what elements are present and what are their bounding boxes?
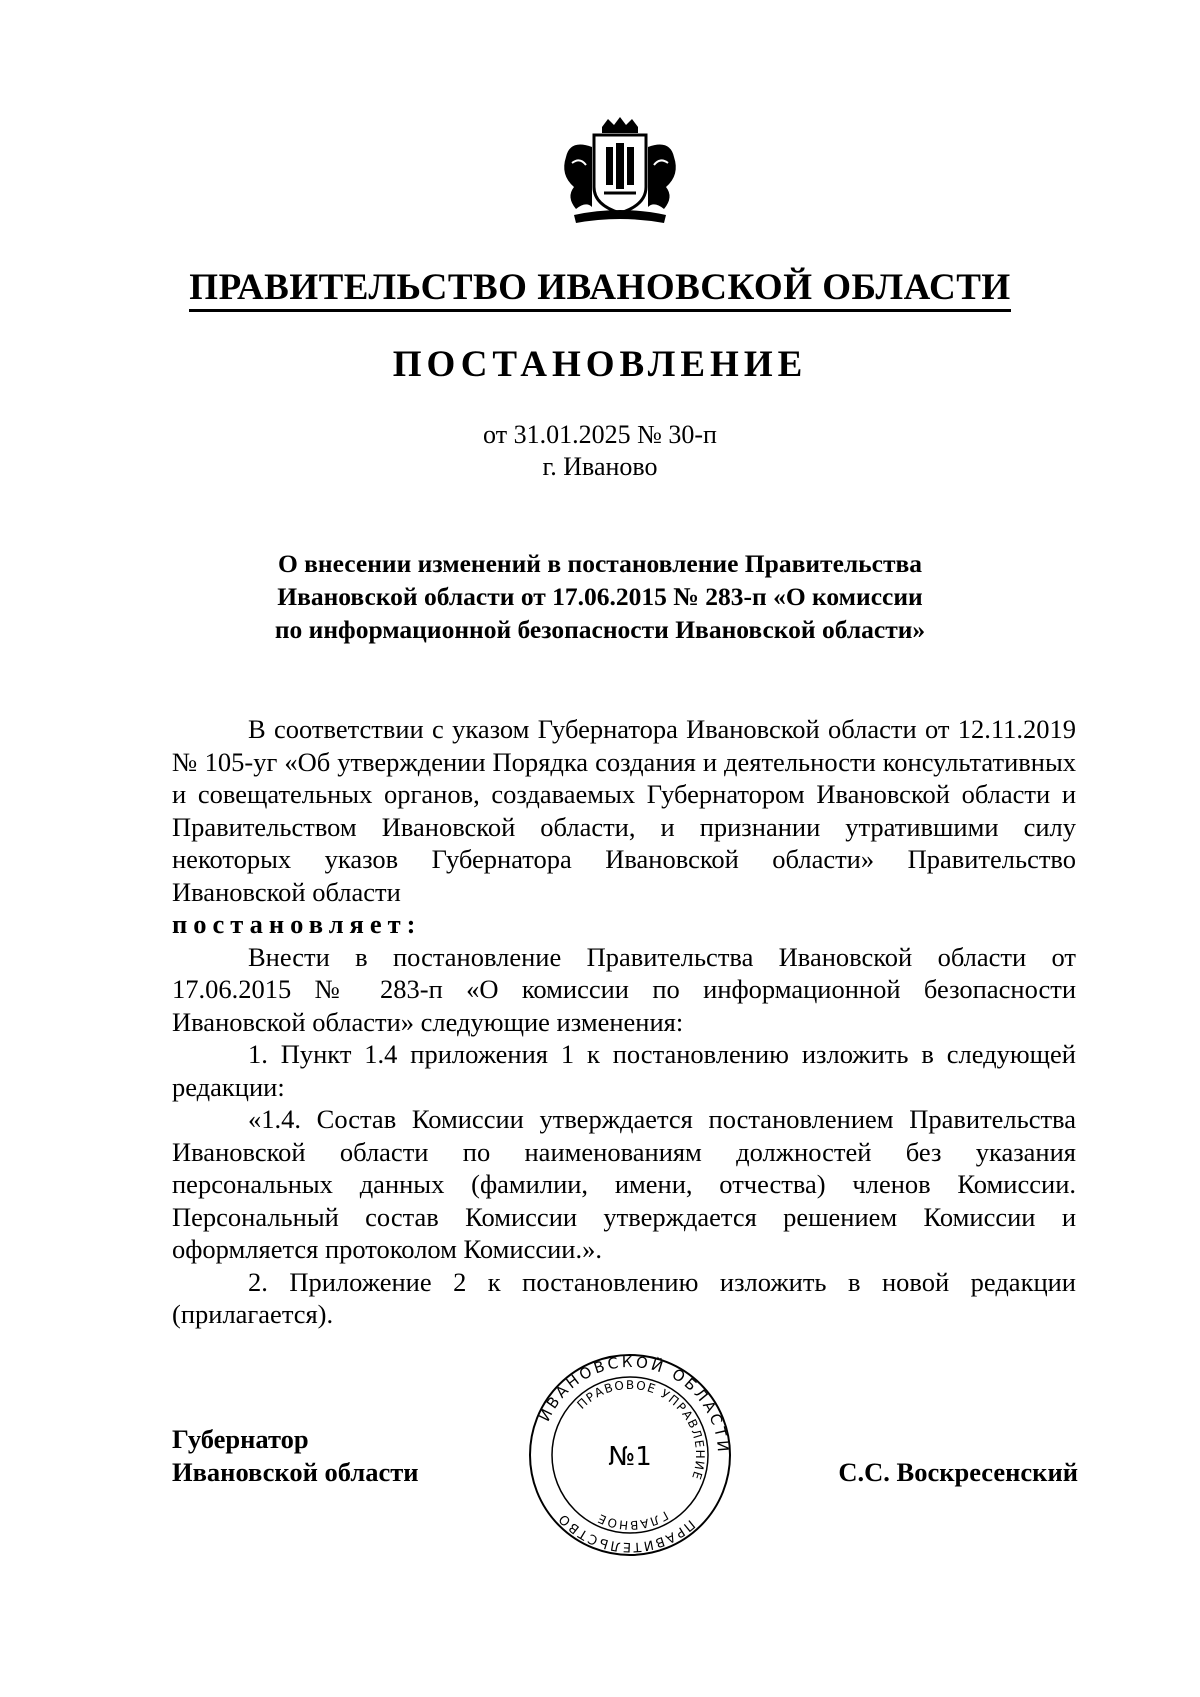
subject-line-3: по информационной безопасности Ивановской области» [274,615,926,644]
official-seal-icon [525,1350,735,1560]
preamble-text: В соответствии с указом Губернатора Ивановской области от 12.11.2019 № 105-уг «Об утверждении Порядка создания и деятельности консультативных и совещательных органов, создаваемых Губернатором Ивановской области и Правительством Ивановской области, и признании утратившими силу некоторых указов Губернатора Ивановской области» Правительство Ивановской области [172,714,1076,907]
subject-line-1: О внесении изменений в постановление Правительства [277,549,923,578]
stamp-outer-text: ИВАНОВСКОЙ ОБЛАСТИ [535,1352,733,1456]
coat-of-arms-icon [552,117,688,225]
document-subject [150,547,1050,646]
stamp-number: №1 [608,1442,652,1472]
document-city: г. Иваново [542,452,658,481]
organization-title-text: ПРАВИТЕЛЬСТВО ИВАНОВСКОЙ ОБЛАСТИ [189,267,1010,312]
organization-title [0,268,1200,308]
signatory-name: С.С. Воскресенский [838,1457,1078,1487]
body-paragraph-3: «1.4. Состав Комиссии утверждается постановлением Правительства Ивановской области по наименованиям должностей без указания персональных данных (фамилии, имени, отчества) членов Комиссии. Персональный состав Комиссии утверждается решением Комиссии и оформляется протоколом Комиссии.». [172,1104,1076,1264]
document-body [172,713,1076,1331]
decree-word: постановляет: [172,909,422,939]
body-paragraph-1: Внести в постановление Правительства Ивановской области от 17.06.2015 № 283-п «О комиссии по информационной безопасности Ивановской области» следующие изменения: [172,941,1076,1037]
body-paragraph-4: 2. Приложение 2 к постановлению изложить в новой редакции (прилагается). [172,1266,1076,1329]
body-paragraph-2: 1. Пункт 1.4 приложения 1 к постановлению изложить в следующей редакции: [172,1039,1076,1102]
subject-line-2: Ивановской области от 17.06.2015 № 283-п «О комиссии [277,582,923,611]
stamp-side-text-2: ГЛАВНОЕ [594,1508,671,1533]
signatory-position-line-1: Губернатор [172,1424,309,1454]
stamp-inner-text: ПРАВОВОЕ УПРАВЛЕНИЕ [574,1377,708,1483]
body-preamble [172,713,1076,908]
stamp-side-text: ПРАВИТЕЛЬСТВО [555,1509,698,1555]
body-decree-word [172,908,1076,941]
signatory-position-line-2: Ивановской области [172,1457,419,1487]
document-date-number: от 31.01.2025 № 30-п [483,420,717,449]
document-type: ПОСТАНОВЛЕНИЕ [392,344,808,385]
signatory-position [172,1423,419,1489]
